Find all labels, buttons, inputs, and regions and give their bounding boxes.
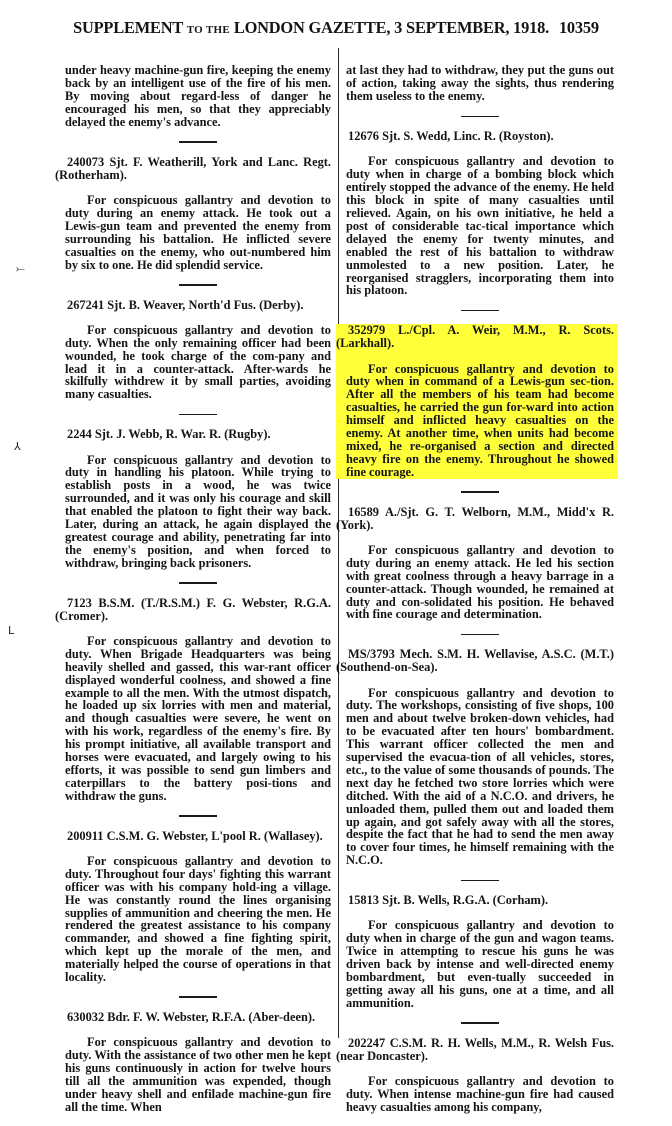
award-entry <box>346 130 614 297</box>
left-column <box>55 52 331 1126</box>
entry-heading: 200911 C.S.M. G. Webster, L'pool R. (Wallasey). <box>67 828 323 843</box>
margin-mark-icon: ᒪ <box>8 624 15 637</box>
entry-heading: 630032 Bdr. F. W. Webster, R.F.A. (Aber-deen). <box>67 1010 316 1024</box>
entry-citation: For conspicuous gallantry and devotion to duty during an enemy attack. He led his section with great coolness through a heavy barrage in a counter-attack. Though wounded, he remained at duty and con-solidated his position. He behaved with fine courage and determination. <box>346 542 614 622</box>
entry-citation: For conspicuous gallantry and devotion to duty when in charge of the gun and wagon teams. Twice in attempting to rescue his guns he was driven back by intense and well-directed enemy bombardment, but even-tually succeeded in getting away all his guns, one at a time, and all ammunition. <box>346 918 614 1010</box>
entry-heading: 267241 Sjt. B. Weaver, North'd Fus. (Derby). <box>67 297 304 312</box>
award-entry <box>65 830 331 984</box>
award-entry <box>65 1011 331 1114</box>
section-rule <box>461 310 499 312</box>
entry-heading: 240073 Sjt. F. Weatherill, York and Lanc. Regt. (Rotherham). <box>55 154 331 182</box>
continued-citation: under heavy machine-gun fire, keeping the enemy back by an intelligent use of the fire of his men. By moving about regard-less of danger he encouraged his men, so that they appreciably delayed the enemy's advance. <box>65 63 331 130</box>
entry-heading: 7123 B.S.M. (T./R.S.M.) F. G. Webster, R.G.A. (Cromer). <box>55 595 331 623</box>
award-entry <box>55 154 331 272</box>
page-header <box>0 18 672 38</box>
entry-citation: For conspicuous gallantry and devotion to duty. When the only remaining officer had been wounded, he took charge of the com-pany and lead it in a counter-attack. After-wards he skilfully withdrew it by small parties, avoiding many casualties. <box>65 322 331 402</box>
entry-heading: 16589 A./Sjt. G. T. Welborn, M.M., Midd'x R. (York). <box>336 504 614 532</box>
section-rule <box>179 996 217 998</box>
header-to-the: TO THE <box>186 24 230 36</box>
section-rule <box>461 1022 499 1024</box>
award-entry <box>65 428 331 569</box>
entry-citation: For conspicuous gallantry and devotion to duty. With the assistance of two other men he kept his guns continuously in action for twelve hours till all the ammunition was expended, though under heavy shell and enfilade machine-gun fire all the time. When <box>65 1035 331 1114</box>
entry-citation: For conspicuous gallantry and devotion to duty when in charge of a bombing block which entirely stopped the advance of the enemy. He held this block in spite of many casualties until relieved. Again, on his own initiative, he held a post of considerable tac-tical importance which delayed the enemy for twenty minutes, and enabled the rest of his battalion to withdraw unmolested to a new position. Later, he reorganised stragglers, incorporating them into his platoon. <box>346 154 614 298</box>
section-rule <box>179 284 217 286</box>
entry-heading: 202247 C.S.M. R. H. Wells, M.M., R. Welsh Fus. (near Doncaster). <box>336 1035 614 1063</box>
section-rule <box>179 582 217 584</box>
award-entry <box>65 299 331 402</box>
section-rule <box>461 634 499 636</box>
section-rule <box>461 116 499 118</box>
margin-mark-icon: ⤚ <box>16 262 25 275</box>
section-rule <box>179 815 217 817</box>
entry-citation: For conspicuous gallantry and devotion to duty. When Brigade Headquarters was being heavily shelled and gassed, this war-rant officer displayed wonderful coolness, and showed a fine example to all the men. With the utmost dispatch, he loaded up six lorries with men and material, and though casualties were severe, he went on with his work, regardless of the enemy's fire. By his prompt initiative, all available transport and horses were evacuated, and largely owing to his efforts, it was possible to send gun limbers and caterpillars to the battery posi-tions and withdraw the guns. <box>65 633 331 803</box>
award-entry <box>55 595 331 803</box>
header-supplement: SUPPLEMENT <box>73 18 183 37</box>
entry-heading: MS/3793 Mech. S.M. H. Wellavise, A.S.C. (M.T.) (Southend-on-Sea). <box>336 647 614 675</box>
page-number: 10359 <box>558 18 599 37</box>
award-entry <box>336 504 614 622</box>
entry-heading: 352979 L./Cpl. A. Weir, M.M., R. Scots. (Larkhall). <box>336 323 614 351</box>
entry-heading: 15813 Sjt. B. Wells, R.G.A. (Corham). <box>348 893 549 908</box>
award-entry <box>336 647 614 868</box>
column-divider <box>338 48 339 1038</box>
continued-citation: at last they had to withdraw, they put the guns out of action, taking away the sights, thus rendering them useless to the enemy. <box>346 63 614 104</box>
award-entry-highlighted <box>336 324 618 478</box>
section-rule <box>461 491 499 493</box>
entry-citation: For conspicuous gallantry and devotion to duty. When intense machine-gun fire had caused heavy casualties among his company, <box>346 1074 614 1114</box>
entry-citation: For conspicuous gallantry and devotion to duty. The workshops, consisting of five shops, 100 men and about twelve broken-down vehicles, had to be evacuated after ten hours' bombardment. This warrant officer collected the men and supervised the evacua-tion of all vehicles, stores, etc., to the value of some thousands of pounds. The next day he fetched two store lorries which were ditched. With the aid of a N.C.O. and drivers, he unloaded them, pulled them out and loaded them up again, and got safely away with all the stores, despite the fact that he had to send the men away to cover four times, he himself remaining with the N.C.O. <box>346 685 614 868</box>
award-entry <box>336 1035 614 1114</box>
section-rule <box>179 141 217 143</box>
entry-heading: 2244 Sjt. J. Webb, R. War. R. (Rugby). <box>67 427 271 442</box>
award-entry <box>346 894 614 1010</box>
header-gazette-date: LONDON GAZETTE, 3 SEPTEMBER, 1918. <box>233 18 550 37</box>
right-column <box>336 52 614 1126</box>
entry-citation: For conspicuous gallantry and devotion to duty. Throughout four days' fighting this warrant officer was with his company hold-ing a village. He was constantly round the lines organising supplies of ammunition and cheering the men. He rendered the greatest assistance to his company commander, and showed a fine fighting spirit, which kept up the morale of the men, and materially helped the course of operations in that locality. <box>65 853 331 985</box>
entry-citation: For conspicuous gallantry and devotion to duty when in command of a Lewis-gun sec-tion. After all the members of his team had become casualties, he carried the gun for-ward into action himself and inflicted heavy casualties on the enemy. At another time, when units had become mixed, he re-organised a section and directed heavy fire on the enemy. Throughout he showed fine courage. <box>346 361 614 479</box>
entry-citation: For conspicuous gallantry and devotion to duty during an enemy attack. He took out a Lewis-gun team and prevented the enemy from surrounding his battalion. He inflicted severe casualties on the enemy, who out-numbered him by six to one. He did splendid service. <box>65 193 331 272</box>
entry-citation: For conspicuous gallantry and devotion to duty in handling his platoon. While trying to establish posts in a wood, he was twice surrounded, and it was only his courage and skill that enabled the platoon to fight their way back. Later, during an attack, he again displayed the greatest courage and ability, penetrating far into the enemy's position, and when forced to withdraw, bringing back prisoners. <box>65 452 331 570</box>
margin-mark-icon: ⅄ <box>14 440 21 453</box>
entry-heading: 12676 Sjt. S. Wedd, Linc. R. (Royston). <box>348 129 554 144</box>
section-rule <box>461 880 499 882</box>
section-rule <box>179 414 217 416</box>
